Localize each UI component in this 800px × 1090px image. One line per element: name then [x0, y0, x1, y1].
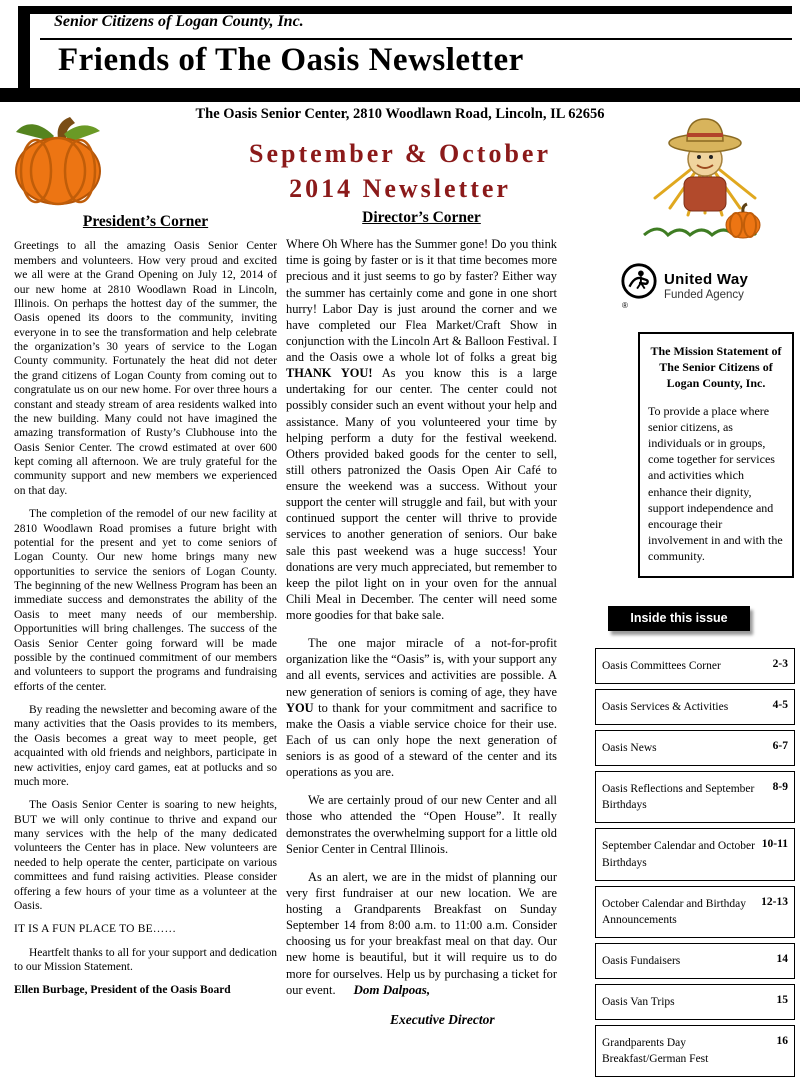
center-address: The Oasis Senior Center, 2810 Woodlawn Road, Lincoln, IL 62656 — [195, 106, 605, 122]
directors-corner-section — [286, 208, 557, 1028]
director-paragraph-3: We are certainly proud of our new Center and all those who attended the “Open House”. It really demonstrates the overwhelming support for a little old Senior Center in Central Illinois. — [286, 793, 557, 856]
fun-place-line: IT IS A FUN PLACE TO BE…… — [14, 923, 177, 936]
toc-row-services — [595, 689, 795, 725]
issue-title — [150, 136, 650, 206]
director-signature-name: Dom Dalpoas, — [353, 981, 431, 997]
organization-name: Senior Citizens of Logan County, Inc. — [54, 13, 304, 30]
toc-label: Oasis News — [602, 742, 657, 755]
mission-statement-body: To provide a place where senior citizens, as individuals or in groups, come together for services and activities which enhance their dignity, support independence and encourage their involvement in and with the community. — [648, 403, 783, 564]
mission-statement-title: The Mission Statement of The Senior Citizens of Logan County, Inc. — [650, 344, 782, 391]
toc-label: Oasis Van Trips — [602, 995, 675, 1008]
toc-page: 10-11 — [761, 838, 788, 851]
newsletter-title: Friends of The Oasis Newsletter — [58, 42, 524, 78]
director-p4-text: As an alert, we are in the midst of planning our very first fundraiser at our new location. We are hosting a Grandparents Breakfast on Sunday September 14 from 8:00 a.m. to 11:00 a.m. Consider choosing us for your breakfast meal on that day. Our new home is beautiful, but it will require us to do more for ourselves. Help us by purchasing a ticket for our event. — [286, 869, 557, 997]
united-way-icon — [620, 262, 658, 300]
presidents-corner-section — [14, 212, 277, 1007]
toc-page: 2-3 — [772, 658, 788, 670]
president-paragraph-4: The Oasis Senior Center is soaring to new heights, BUT we will only continue to thrive and expand our many services with the help of the many dedicated volunteers the Center has in place. New volunteers are needed to help operate the center, participate on various committees and fund raising activities. Please consider offering a few hours of your time as a volunteer at the Oasis. — [14, 799, 277, 912]
toc-page: 16 — [776, 1035, 788, 1048]
united-way-icon-wrap — [620, 262, 658, 310]
director-p1-text-b: As you know this is a large undertaking for our center. The center could not possibly consider such an event without your help and assistance. Many of you volunteered your time by helping perform a duty for the festival weekend. Others provided baked goods for the center to sell, still others patronized the Oasis Open Air Café to ensure the weekend was a success. Without your support the center will struggle and fail, but with your continued support the center will thrive to provide services to another generation of seniors. Our bake sale this past weekend was a huge success! Your donations are very much appreciated, but remember to keep the pilot light on in your oven for the annual Chili Meal in December. The center will need some more goodies for that bake sale. — [286, 366, 557, 623]
toc-page: 14 — [776, 952, 788, 965]
toc-row-september-calendar — [595, 828, 795, 880]
masthead-thick-rule — [0, 88, 800, 102]
masthead-left-rule — [18, 6, 30, 90]
toc-row-committees — [595, 648, 795, 684]
president-paragraph-1: Greetings to all the amazing Oasis Senior Center members and volunteers. How very proud and excited we all were at the Grand Opening on July 12, 2014 of our new home at 2810 Woodlawn Road in Lincoln, Illinois. On perhaps the hottest day of the summer, the Oasis opened its doors to the community, inviting everyone in to see the transformation and help celebrate the organization’s 30 years of service to the Logan County community. Fortunately the heat did not deter the grand citizens of Logan County from coming out to congratulate us on our new home. For over three hours a constant and steady stream of area residents walked into the new building. Many could not have imagined the amazing transformation of Rusty’s Clubhouse into the Oasis Senior Center. The crowd estimated at over 600 kept coming all afternoon. We are truly grateful for the community support and new members we experienced on that day. — [14, 240, 277, 497]
scarecrow-image — [640, 103, 770, 248]
registered-mark: ® — [622, 301, 628, 310]
director-paragraph-2 — [286, 635, 557, 780]
toc-page: 8-9 — [772, 781, 788, 794]
director-p2-text-b: to thank for your commitment and sacrifice to make the Oasis a viable service choice for their use. Each of us can only hope the next generation of seniors is as good of a steward of the center and its operations as you are. — [286, 700, 557, 780]
united-way-name: United Way — [664, 271, 749, 288]
toc-label: October Calendar and Birthday Announcements — [602, 897, 747, 926]
toc-page: 15 — [776, 993, 788, 1006]
director-p2-text-a: The one major miracle of a not-for-profit organization like the “Oasis” is, with your support any and all events, services and activities are possible. A new generation of seniors is coming of age, they have — [286, 636, 557, 699]
masthead-thin-rule — [40, 38, 792, 40]
toc-label: Oasis Reflections and September Birthdays — [602, 783, 755, 812]
director-signature-title: Executive Director — [390, 1011, 495, 1027]
toc-label: Oasis Fundaisers — [602, 954, 681, 967]
thank-you-emphasis: THANK YOU! — [286, 366, 373, 381]
table-of-contents — [595, 648, 795, 1082]
toc-label: Oasis Committees Corner — [602, 660, 721, 672]
toc-label: Oasis Services & Activities — [602, 701, 729, 714]
directors-corner-heading: Director’s Corner — [362, 209, 481, 226]
presidents-corner-heading: President’s Corner — [82, 213, 209, 230]
director-p1-text-a: Where Oh Where has the Summer gone! Do you think time is going by faster or is it that time becomes more precious and it just seems to go by faster? Either way the summer has certainly come and gone in one short hurry! Labor Day is just around the corner and we have completed our Flea Market/Craft Show in conjunction with the Lincoln Art & Balloon Festival. I and the Oasis owe a whole lot of folks a great big — [286, 237, 557, 365]
issue-title-line1: September & October — [248, 139, 551, 168]
president-signature: Ellen Burbage, President of the Oasis Board — [14, 984, 231, 997]
toc-label: September Calendar and October Birthdays — [602, 840, 755, 869]
president-paragraph-2: The completion of the remodel of our new facility at 2810 Woodlawn Road promises a future bright with potential for the present and yet to come seniors of Logan County. Our new home brings many new opportunities to service the seniors of Logan County. The beginning of the new Wellness Program has been an immediate success and demonstrates the ability of the Oasis to meet many needs of our membership. Opportunities will bring challenges. The success of the Oasis Senior Center going forward will be made possible by the continued commitment of our members and volunteers to support the programs and fundraising efforts of the center. — [14, 508, 277, 693]
toc-page: 12-13 — [761, 895, 788, 908]
toc-row-reflections — [595, 771, 795, 823]
you-emphasis: YOU — [286, 700, 314, 715]
mission-statement-box — [638, 332, 794, 578]
united-way-subtitle: Funded Agency — [664, 289, 744, 301]
president-thanks: Heartfelt thanks to all for your support and dedication to our Mission Statement. — [14, 946, 277, 973]
toc-page: 6-7 — [772, 740, 788, 753]
toc-page: 4-5 — [772, 699, 788, 712]
toc-row-october-calendar — [595, 886, 795, 938]
pumpkin-image — [8, 112, 108, 212]
toc-row-grandparents-day — [595, 1025, 795, 1077]
toc-row-van-trips — [595, 984, 795, 1020]
inside-this-issue-header: Inside this issue — [608, 606, 750, 631]
president-paragraph-3: By reading the newsletter and becoming aware of the many activities that the Oasis provides to its members, the Oasis becomes a great way to meet people, get acquainted with old friends and neighbors, participate in new activities, enjoy card games, eat at potlucks and so much more. — [14, 704, 277, 788]
director-paragraph-1 — [286, 236, 557, 623]
toc-label: Grandparents Day Breakfast/German Fest — [602, 1037, 709, 1066]
issue-title-line2: 2014 Newsletter — [289, 174, 511, 204]
united-way-text — [664, 271, 748, 301]
united-way-logo — [620, 262, 790, 310]
director-paragraph-4 — [286, 869, 557, 999]
toc-row-fundraisers — [595, 943, 795, 979]
toc-row-news — [595, 730, 795, 766]
